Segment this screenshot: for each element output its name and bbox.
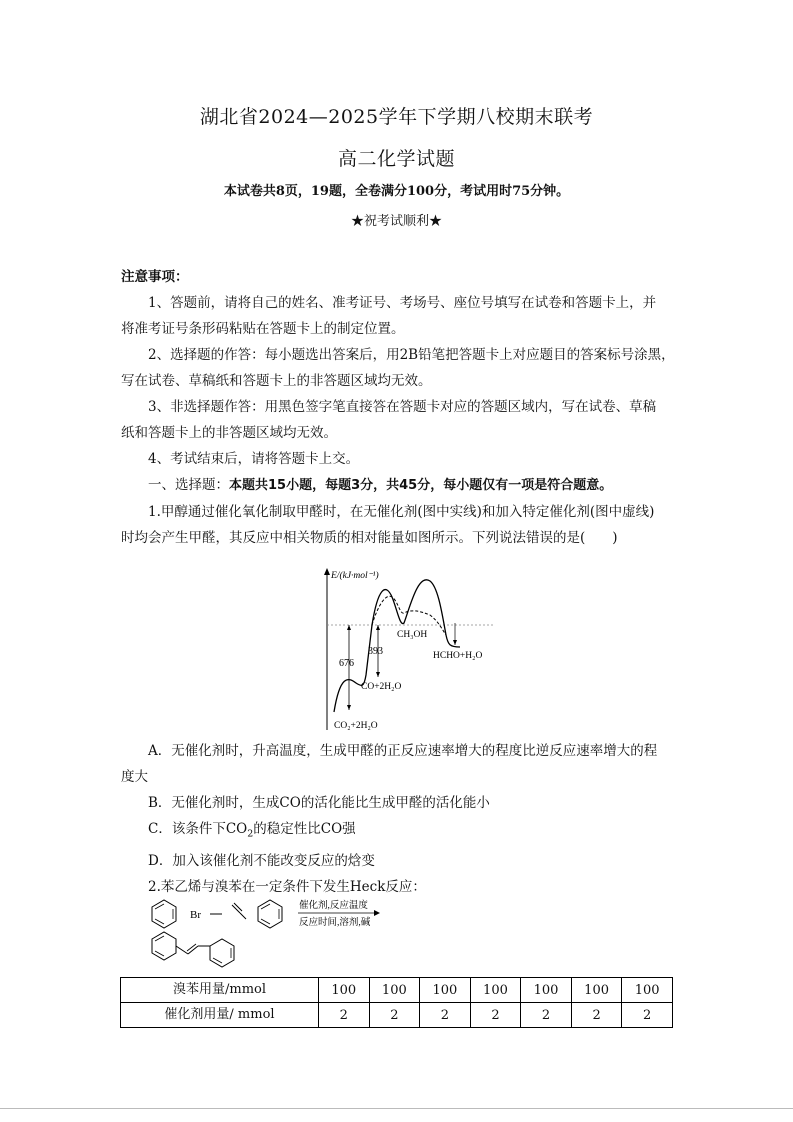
table-cell: 100 <box>319 978 370 1003</box>
note-2-line-2: 写在试卷、草稿纸和答题卡上的非答题区域均无效。 <box>121 373 432 389</box>
page-subtitle: 高二化学试题 <box>337 148 455 170</box>
label-co2: CO₂+2H₂O <box>334 721 378 731</box>
table-cell: 100 <box>622 978 673 1003</box>
notes-section <box>121 264 676 551</box>
vinyl-group-icon <box>232 903 246 919</box>
benzene-ring-2-icon <box>258 900 282 928</box>
table-cell: 2 <box>521 1003 572 1028</box>
table-cell: 100 <box>571 978 622 1003</box>
curve-no-catalyst <box>334 580 460 712</box>
note-3-line-2: 纸和答题卡上的非答题区域均无效。 <box>121 425 337 441</box>
reaction-arrow-icon <box>374 910 380 916</box>
q1-option-a-line-2: 度大 <box>121 769 148 785</box>
dim-hcho-arrow-icon <box>453 640 457 645</box>
y-axis-arrow-icon <box>324 568 330 575</box>
condition-bottom: 反应时间,溶剂,碱 <box>299 918 371 928</box>
q2-data-table <box>120 977 673 1028</box>
note-4: 4、考试结束后，请将答题卡上交。 <box>148 451 360 467</box>
page-bottom-divider <box>0 1108 793 1109</box>
bromine-label: Br <box>190 909 201 921</box>
q1-stem-line-1: 1.甲醇通过催化氧化制取甲醛时，在无催化剂(图中实线)和加入特定催化剂(图中虚线) <box>148 504 655 520</box>
q1-option-c-pre: C．该条件下CO <box>148 821 248 837</box>
q1-stem-line-2: 时均会产生甲醛，其反应中相关物质的相对能量如图所示。下列说法错误的是( ) <box>121 530 618 546</box>
label-ch3oh: CH₃OH <box>397 630 428 640</box>
table-cell: 100 <box>420 978 471 1003</box>
dim-393-arrow-down-icon <box>376 672 380 677</box>
section-1-prefix: 一、选择题： <box>148 477 229 493</box>
note-2-line-1: 2、选择题的作答：每小题选出答案后，用2B铅笔把答题卡上对应题目的答案标号涂黑， <box>148 347 675 363</box>
row-label-catalyst: 催化剂用量/ mmol <box>121 1003 319 1028</box>
value-676: 676 <box>339 658 354 669</box>
benzene-ring-1-icon <box>152 900 176 928</box>
q2-reaction-scheme <box>140 895 400 975</box>
table-row <box>121 978 673 1003</box>
table-cell: 2 <box>369 1003 420 1028</box>
notes-heading: 注意事项： <box>121 269 189 285</box>
q1-option-b: B．无催化剂时，生成CO的活化能比生成甲醛的活化能小 <box>148 795 490 811</box>
table-row <box>121 1003 673 1028</box>
table-cell: 2 <box>622 1003 673 1028</box>
q1-option-c-post: 的稳定性比CO强 <box>253 821 356 837</box>
wish-text: ★祝考试顺利★ <box>350 214 442 229</box>
table-cell: 2 <box>470 1003 521 1028</box>
note-1-line-1: 1、答题前，请将自己的姓名、准考证号、考场号、座位号填写在试卷和答题卡上，并 <box>148 295 657 311</box>
exam-info: 本试卷共8页，19题，全卷满分100分，考试用时75分钟。 <box>223 184 570 199</box>
section-1-rest: 本题共15小题，每题3分，共45分，每小题仅有一项是符合题意。 <box>229 478 613 493</box>
condition-top: 催化剂,反应温度 <box>299 901 368 911</box>
table-cell: 100 <box>470 978 521 1003</box>
table-cell: 2 <box>420 1003 471 1028</box>
q1-option-d: D．加入该催化剂不能改变反应的焓变 <box>148 852 375 869</box>
value-393: 393 <box>368 646 383 657</box>
label-co: CO+2H₂O <box>361 682 402 692</box>
table-cell: 100 <box>521 978 572 1003</box>
q2-stem: 2.苯乙烯与溴苯在一定条件下发生Heck反应： <box>148 878 426 895</box>
stilbene-product-icon <box>152 932 234 967</box>
table-cell: 2 <box>319 1003 370 1028</box>
y-axis-label: E/(kJ·mol⁻¹) <box>331 571 379 581</box>
q1-options <box>121 738 676 900</box>
q1-option-c-sub: 2 <box>247 828 254 840</box>
q1-option-a-line-1: A．无催化剂时，升高温度，生成甲醛的正反应速率增大的程度比逆反应速率增大的程 <box>148 743 658 759</box>
dim-676-arrow-down-icon <box>347 705 351 710</box>
note-1-line-2: 将准考证号条形码粘贴在答题卡上的制定位置。 <box>121 321 405 337</box>
table-cell: 100 <box>369 978 420 1003</box>
section-1-heading <box>121 472 676 499</box>
label-hcho: HCHO+H₂O <box>433 651 483 661</box>
note-3-line-1: 3、非选择题作答：用黑色签字笔直接答在答题卡对应的答题区域内，写在试卷、草稿 <box>148 399 657 415</box>
table-cell: 2 <box>571 1003 622 1028</box>
dim-393-arrow-up-icon <box>376 625 380 630</box>
page-title: 湖北省2024—2025学年下学期八校期末联考 <box>199 106 594 128</box>
dim-676-arrow-up-icon <box>347 625 351 630</box>
row-label-bromobenzene: 溴苯用量/mmol <box>121 978 319 1003</box>
q1-option-c <box>121 816 676 848</box>
q1-energy-diagram <box>300 565 510 735</box>
